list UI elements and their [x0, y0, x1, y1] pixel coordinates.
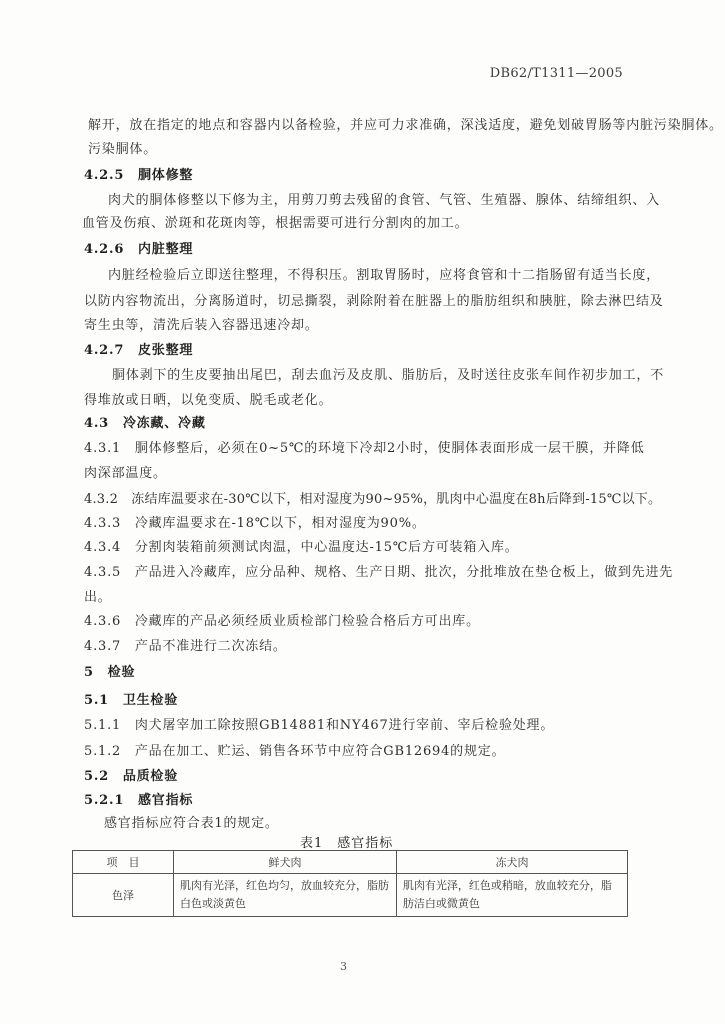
section-heading: 5 检验	[84, 665, 136, 680]
header-fresh: 鲜犬肉	[174, 851, 397, 874]
body-line: 解开，放在指定的地点和容器内以备检验，并应可力求准确，深浅适度，避免划破胃肠等内脏污染胴体。	[88, 118, 723, 133]
body-line: 4.3.4 分割肉装箱前须测试肉温，中心温度达-15℃后方可装箱入库。	[84, 540, 519, 555]
table-caption: 表1 感官指标	[300, 836, 394, 851]
body-line: 寄生虫等，清洗后装入容器迅速冷却。	[84, 318, 319, 333]
header-frozen: 冻犬肉	[396, 851, 627, 874]
row-item: 色泽	[73, 874, 174, 917]
sensory-index-table	[72, 850, 628, 917]
section-heading: 5.2.1 感官指标	[84, 793, 194, 808]
body-line: 肉犬的胴体修整以下修为主，用剪刀剪去残留的食管、气管、生殖器、腺体、结缔组织、入	[108, 193, 661, 208]
section-heading: 5.2 品质检验	[84, 769, 179, 784]
body-line: 内脏经检验后立即送往整理，不得积压。割取胃肠时，应将食管和十二指肠留有适当长度，	[108, 268, 661, 283]
table-header-row	[73, 851, 628, 874]
body-line: 感官指标应符合表1的规定。	[104, 816, 279, 831]
body-line: 5.1.2 产品在加工、贮运、销售各环节中应符合GB12694的规定。	[84, 744, 506, 759]
body-line: 肉深部温度。	[84, 466, 167, 481]
body-line: 血管及伤痕、淤斑和花斑肉等，根据需要可进行分割肉的加工。	[82, 216, 469, 231]
body-line: 污染胴体。	[88, 142, 158, 157]
body-line: 得堆放或日晒，以免变质、脱毛或老化。	[84, 393, 333, 408]
body-line: 胴体剥下的生皮要抽出尾巴，刮去血污及皮肌、脂肪后，及时送往皮张车间作初步加工，不	[112, 368, 665, 383]
section-heading: 4.3 冷冻藏、冷藏	[84, 416, 206, 431]
body-line: 5.1.1 肉犬屠宰加工除按照GB14881和NY467进行宰前、宰后检验处理。	[84, 718, 555, 733]
body-line: 4.3.3 冷藏库温要求在-18℃以下，相对湿度为90%。	[84, 516, 426, 531]
table-row	[73, 874, 628, 917]
body-line: 4.3.2 冻结库温要求在-30℃以下，相对湿度为90~95%，肌肉中心温度在8h后降到-15℃以下。	[84, 492, 662, 507]
row-fresh: 肌肉有光泽，红色均匀，放血较充分，脂肪白色或淡黄色	[174, 874, 397, 917]
body-line: 4.3.7 产品不准进行二次冻结。	[84, 639, 287, 654]
body-line: 以防内容物流出，分离肠道时，切忌撕裂，剥除附着在脏器上的脂肪组织和胰脏，除去淋巴结及	[84, 294, 664, 309]
section-heading: 4.2.5 胴体修整	[84, 168, 194, 183]
header-item: 项 目	[73, 851, 174, 874]
body-line: 4.3.6 冷藏库的产品必须经质业质检部门检验合格后方可出库。	[84, 614, 480, 629]
document-code: DB62/T1311—2005	[489, 66, 623, 81]
body-line: 4.3.5 产品进入冷藏库，应分品种、规格、生产日期、批次，分批堆放在垫仓板上，做到先进先	[84, 565, 674, 580]
section-heading: 5.1 卫生检验	[84, 693, 179, 708]
row-frozen: 肌肉有光泽，红色或稍暗，放血较充分，脂肪洁白或微黄色	[396, 874, 627, 917]
section-heading: 4.2.7 皮张整理	[84, 343, 194, 358]
body-line: 出。	[84, 590, 112, 605]
section-heading: 4.2.6 内脏整理	[84, 242, 194, 257]
body-line: 4.3.1 胴体修整后，必须在0~5℃的环境下冷却2小时，使胴体表面形成一层干膜，并降低	[84, 441, 645, 456]
page-number: 3	[340, 960, 347, 973]
